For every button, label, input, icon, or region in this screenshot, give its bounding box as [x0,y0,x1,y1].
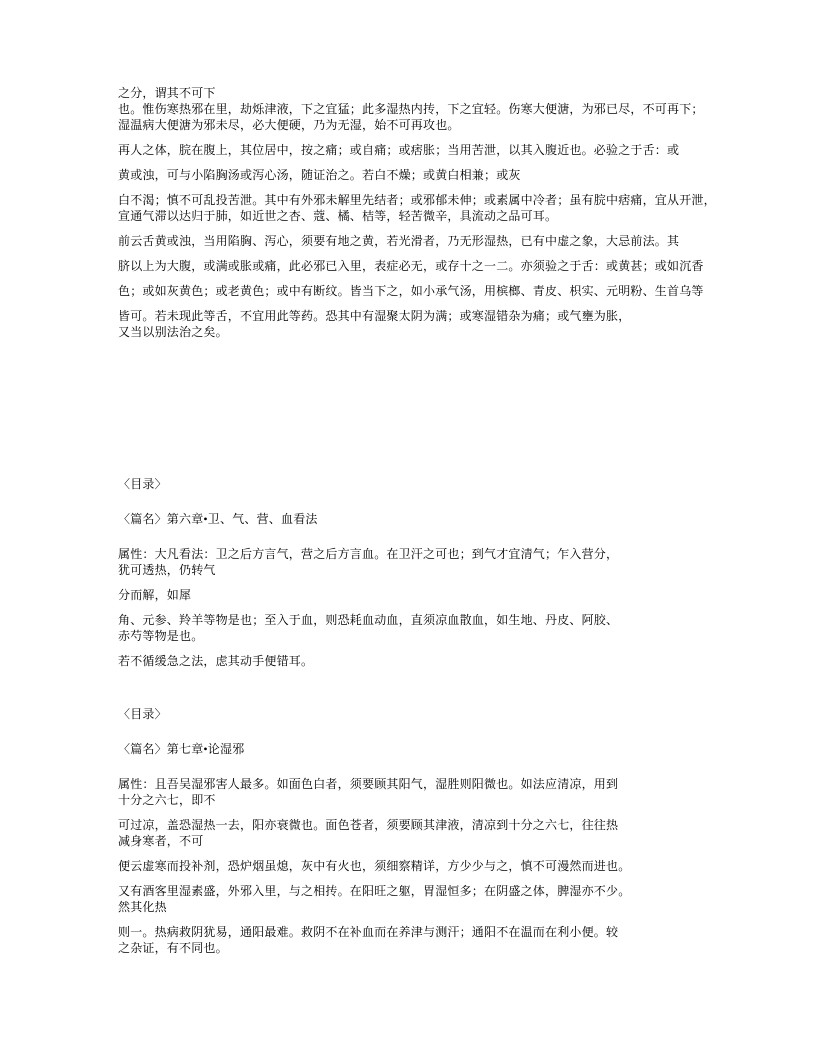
body-text-line: 便云虚寒而投补剂，恐炉烟虽熄，灰中有火也，须细察精详，方少少与之，慎不可漫然而进也。 [118,859,631,873]
document-text [118,86,716,955]
body-text-line: 减身寒者，不可 [118,834,204,848]
body-text-line: 也。惟伤寒热邪在里，劫烁津液，下之宜猛；此多湿热内抟，下之宜轻。伤寒大便溏，为邪已尽，不可再下； [118,102,704,116]
body-text-line: 湿温病大便溏为邪未尽，必大便硬，乃为无湿，始不可再攻也。 [118,118,460,132]
section-title: 〈篇名〉第七章•论湿邪 [118,742,245,756]
body-text-line: 前云舌黄或浊，当用陷胸、泻心，须要有地之黄，若光滑者，乃无形湿热，已有中虚之象，大忌前法。其 [118,234,680,248]
body-text-line: 犹可透热，仍转气 [118,563,216,577]
body-text-line: 若不循缓急之法，虑其动手便错耳。 [118,654,314,668]
body-text-line: 脐以上为大腹，或满或胀或痛，此必邪已入里，表症必无，或存十之一二。亦须验之于舌：或黄甚；或如沉香 [118,259,704,273]
body-text-line: 之分，谓其不可下 [118,86,216,100]
body-text-line: 角、元参、羚羊等物是也；至入于血，则恐耗血动血，直须凉血散血，如生地、丹皮、阿胶、 [118,613,619,627]
body-text-line: 则一。热病救阴犹易，通阳最难。救阴不在补血而在养津与测汗；通阳不在温而在利小便。较 [118,925,619,939]
body-text-line: 又有酒客里湿素盛，外邪入里，与之相抟。在阳旺之躯，胃湿恒多；在阴盛之体，脾湿亦不少。 [118,884,631,898]
body-text-line: 属性：大凡看法：卫之后方言气，营之后方言血。在卫汗之可也；到气才宜清气；乍入营分， [118,547,619,561]
body-text-line: 黄或浊，可与小陷胸汤或泻心汤，随证治之。若白不燥；或黄白相兼；或灰 [118,168,521,182]
body-text-line: 赤芍等物是也。 [118,629,204,643]
body-text-line: 又当以别法治之矣。 [118,325,228,339]
body-text-line: 属性：且吾吴湿邪害人最多。如面色白者，须要顾其阳气，湿胜则阳微也。如法应清凉，用到 [118,777,619,791]
toc-marker: 〈目录〉 [118,477,167,491]
body-text-line: 然其化热 [118,900,167,914]
body-text-line: 宣通气滞以达归于肺，如近世之杏、蔻、橘、桔等，轻苦微辛，具流动之品可耳。 [118,209,558,223]
body-text-line: 分而解，如犀 [118,588,192,602]
section-title: 〈篇名〉第六章•卫、气、营、血看法 [118,512,318,526]
body-text-line: 皆可。若未现此等舌，不宜用此等药。恐其中有湿聚太阴为满；或寒湿错杂为痛；或气壅为胀， [118,309,631,323]
toc-marker: 〈目录〉 [118,707,167,721]
body-text-line: 之杂证，有不同也。 [118,941,228,955]
body-text-line: 色；或如灰黄色；或老黄色；或中有断纹。皆当下之，如小承气汤，用槟榔、青皮、枳实、元明粉、生首乌等 [118,284,704,298]
body-text-line: 可过凉，盖恐湿热一去，阳亦衰微也。面色苍者，须要顾其津液，清凉到十分之六七，往往热 [118,818,619,832]
body-text-line: 再人之体，脘在腹上，其位居中，按之痛；或自痛；或痞胀；当用苦泄，以其入腹近也。必验之于舌：或 [118,143,680,157]
body-text-line: 白不渴；慎不可乱投苦泄。其中有外邪未解里先结者；或邪郁未伸；或素属中冷者；虽有脘中痞痛，宜从开泄， [118,193,716,207]
body-text-line: 十分之六七，即不 [118,793,216,807]
